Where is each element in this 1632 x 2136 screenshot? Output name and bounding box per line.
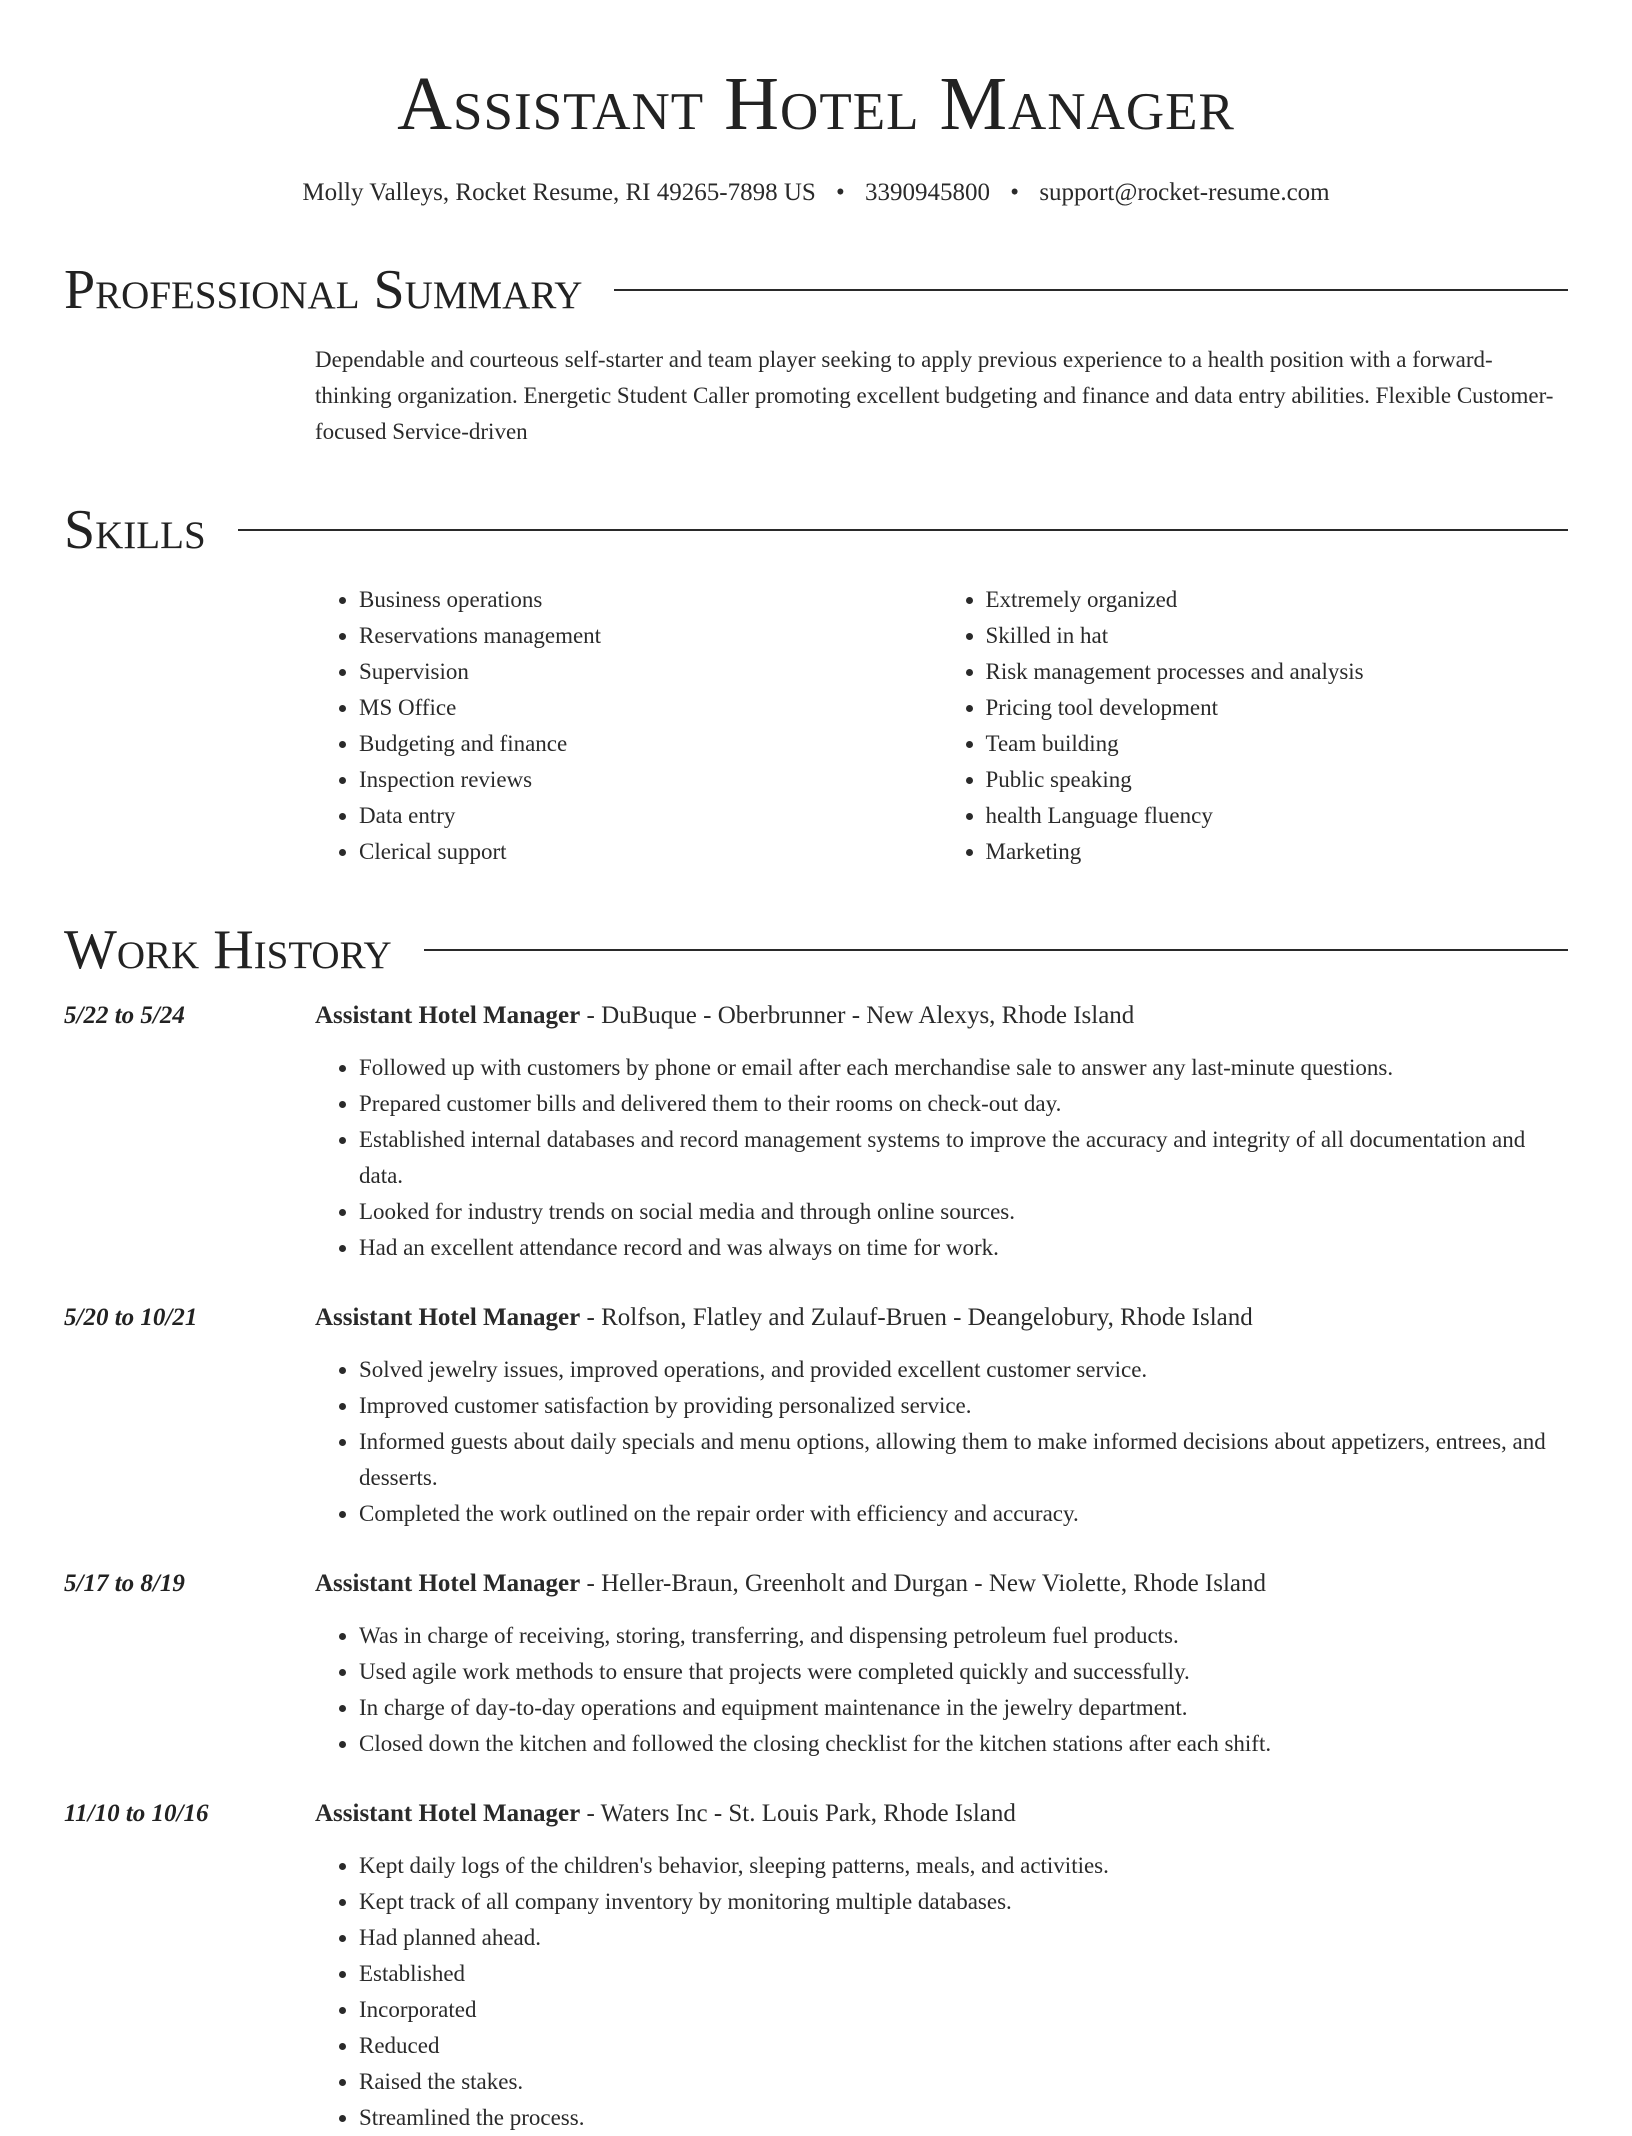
contact-line — [64, 176, 1568, 210]
work-title: Work History — [64, 919, 392, 981]
responsibility-item: • Had an excellent attendance record and was always on time for work. — [359, 1230, 1568, 1266]
responsibility-item: • Established — [359, 1956, 1568, 1992]
responsibility-item: • Closed down the kitchen and followed the closing checklist for the kitchen stations after each shift. — [359, 1726, 1568, 1762]
job-title: Assistant Hotel Manager — [315, 1304, 581, 1331]
skills-title: Skills — [64, 499, 206, 561]
summary-title: Professional Summary — [64, 259, 583, 321]
skill-item: • Skilled in hat — [986, 618, 1569, 654]
work-history-list — [64, 998, 1568, 2136]
skill-item: • Clerical support — [359, 834, 942, 870]
responsibility-item: • Informed guests about daily specials and menu options, allowing them to make informed decisions about appetizers, entrees, and desserts. — [359, 1424, 1568, 1496]
candidate-name: Assistant Hotel Manager — [397, 62, 1235, 146]
job-entry — [64, 1566, 1568, 1762]
skill-item: • Team building — [986, 726, 1569, 762]
skills-column-right — [942, 582, 1569, 870]
responsibility-item: • Streamlined the process. — [359, 2100, 1568, 2136]
job-title: Assistant Hotel Manager — [315, 1570, 581, 1597]
skill-item: • Risk management processes and analysis — [986, 654, 1569, 690]
job-body — [315, 1300, 1568, 1532]
job-employer-location: - DuBuque - Oberbrunner - New Alexys, Rhode Island — [580, 1002, 1135, 1029]
job-heading — [315, 998, 1568, 1034]
resume-header — [64, 0, 1568, 210]
contact-address: Molly Valleys, Rocket Resume, RI 49265-7898 US — [302, 179, 816, 206]
responsibility-item: • Completed the work outlined on the repair order with efficiency and accuracy. — [359, 1496, 1568, 1532]
job-title: Assistant Hotel Manager — [315, 1002, 581, 1029]
job-body — [315, 1796, 1568, 2136]
responsibility-item: • Had planned ahead. — [359, 1920, 1568, 1956]
contact-separator: • — [836, 179, 845, 206]
job-responsibilities — [315, 1050, 1568, 1266]
job-heading — [315, 1566, 1568, 1602]
job-body — [315, 1566, 1568, 1762]
section-divider — [614, 289, 1568, 291]
skill-item: • Pricing tool development — [986, 690, 1569, 726]
skill-item: • MS Office — [359, 690, 942, 726]
skill-item: • Budgeting and finance — [359, 726, 942, 762]
skill-item: • Marketing — [986, 834, 1569, 870]
responsibility-item: • Followed up with customers by phone or email after each merchandise sale to answer any last-minute questions. — [359, 1050, 1568, 1086]
work-section-header — [64, 918, 1568, 982]
responsibility-item: • Looked for industry trends on social media and through online sources. — [359, 1194, 1568, 1230]
responsibility-item: • Incorporated — [359, 1992, 1568, 2028]
contact-phone: 3390945800 — [865, 179, 991, 206]
responsibility-item: • Prepared customer bills and delivered them to their rooms on check-out day. — [359, 1086, 1568, 1122]
responsibility-item: • Raised the stakes. — [359, 2064, 1568, 2100]
job-employer-location: - Waters Inc - St. Louis Park, Rhode Island — [580, 1800, 1016, 1827]
contact-separator: • — [1010, 179, 1020, 206]
responsibility-item: • Solved jewelry issues, improved operations, and provided excellent customer service. — [359, 1352, 1568, 1388]
summary-text: Dependable and courteous self-starter and team player seeking to apply previous experience to a health position with a forward-thinking organization. Energetic Student Caller promoting excellent budgeting and finance and data entry abilities. Flexible Customer-focused Service-driven — [315, 347, 1554, 444]
skill-item: • Data entry — [359, 798, 942, 834]
responsibility-item: • Reduced — [359, 2028, 1568, 2064]
job-entry — [64, 1796, 1568, 2136]
job-responsibilities — [315, 1618, 1568, 1762]
job-dates: 5/22 to 5/24 — [64, 1002, 185, 1029]
skill-item: • Extremely organized — [986, 582, 1569, 618]
skill-item: • Public speaking — [986, 762, 1569, 798]
responsibility-item: • Improved customer satisfaction by providing personalized service. — [359, 1388, 1568, 1424]
job-entry — [64, 998, 1568, 1266]
responsibility-item: • Kept daily logs of the children's behavior, sleeping patterns, meals, and activities. — [359, 1848, 1568, 1884]
responsibility-item: • Was in charge of receiving, storing, transferring, and dispensing petroleum fuel products. — [359, 1618, 1568, 1654]
job-body — [315, 998, 1568, 1266]
responsibility-item: • Kept track of all company inventory by monitoring multiple databases. — [359, 1884, 1568, 1920]
summary-section-header — [64, 258, 1568, 322]
section-divider — [238, 529, 1568, 531]
job-responsibilities — [315, 1352, 1568, 1532]
responsibility-item: • Used agile work methods to ensure that projects were completed quickly and successfully. — [359, 1654, 1568, 1690]
job-entry — [64, 1300, 1568, 1532]
job-dates: 5/20 to 10/21 — [64, 1304, 198, 1331]
job-dates: 5/17 to 8/19 — [64, 1570, 185, 1597]
job-employer-location: - Heller-Braun, Greenholt and Durgan - New Violette, Rhode Island — [580, 1570, 1267, 1597]
job-heading — [315, 1300, 1568, 1336]
job-heading — [315, 1796, 1568, 1832]
skills-column-left — [315, 582, 942, 870]
contact-email: support@rocket-resume.com — [1039, 179, 1330, 206]
responsibility-item: • Established internal databases and record management systems to improve the accuracy and integrity of all documentation and data. — [359, 1122, 1568, 1194]
job-title: Assistant Hotel Manager — [315, 1800, 581, 1827]
skill-item: • Business operations — [359, 582, 942, 618]
skills-list — [315, 582, 1568, 870]
skill-item: • Supervision — [359, 654, 942, 690]
skills-section-header — [64, 498, 1568, 562]
responsibility-item: • In charge of day-to-day operations and equipment maintenance in the jewelry department. — [359, 1690, 1568, 1726]
skill-item: • Reservations management — [359, 618, 942, 654]
job-responsibilities — [315, 1848, 1568, 2136]
job-dates: 11/10 to 10/16 — [64, 1800, 209, 1827]
skill-item: • Inspection reviews — [359, 762, 942, 798]
section-divider — [424, 949, 1568, 951]
skill-item: • health Language fluency — [986, 798, 1569, 834]
job-employer-location: - Rolfson, Flatley and Zulauf-Bruen - Deangelobury, Rhode Island — [580, 1304, 1253, 1331]
resume-page — [64, 0, 1568, 2136]
